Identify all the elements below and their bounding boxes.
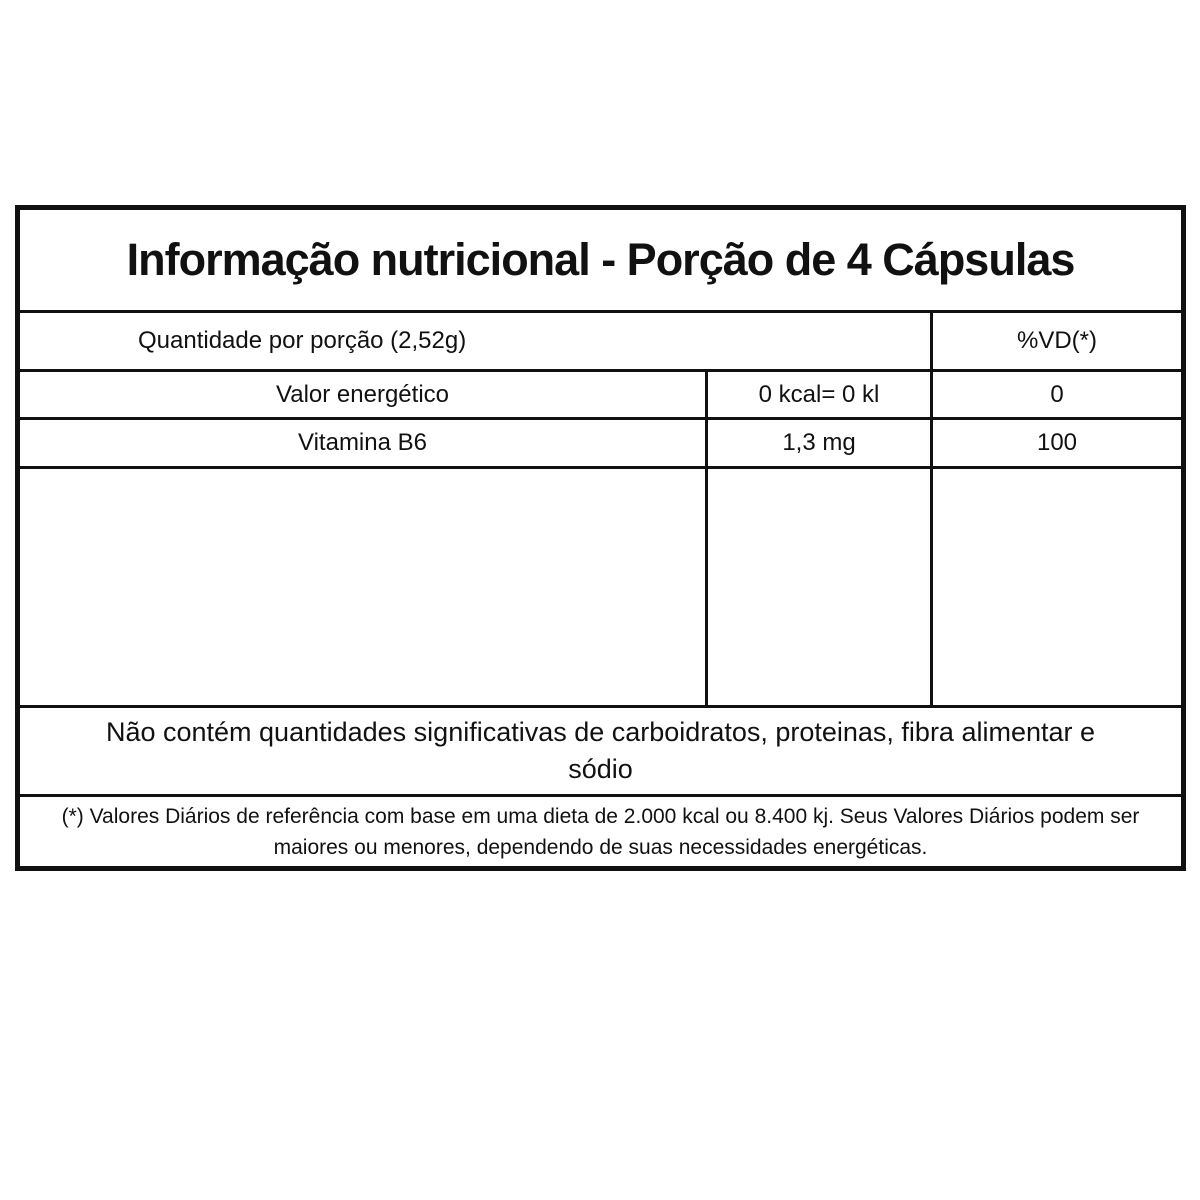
column-divider <box>705 369 708 705</box>
column-divider <box>930 310 933 705</box>
serving-size-label: Quantidade por porção (2,52g) <box>138 327 467 354</box>
nutrient-daily-value: 0 <box>1050 380 1064 408</box>
nutrient-notice: Não contém quantidades significativas de carboidratos, proteinas, fibra alimentar e sódio <box>105 717 1096 784</box>
daily-value-header: %VD(*) <box>1016 327 1097 354</box>
nutrition-facts-table <box>15 205 1186 871</box>
nutrient-amount: 1,3 mg <box>782 429 856 456</box>
divider <box>20 466 1181 469</box>
nutrient-amount: 0 kcal= 0 kl <box>758 380 880 408</box>
nutrient-name: Valor energético <box>276 380 449 408</box>
table-title: Informação nutricional - Porção de 4 Cápsulas <box>126 234 1075 285</box>
nutrient-daily-value: 100 <box>1036 429 1078 456</box>
nutrient-name: Vitamina B6 <box>298 429 427 456</box>
daily-value-footnote: (*) Valores Diários de referência com base em uma dieta de 2.000 kcal ou 8.400 kj. Seus Valores Diários podem ser maiores ou menores, dependendo de suas necessidades energéticas. <box>61 804 1140 859</box>
